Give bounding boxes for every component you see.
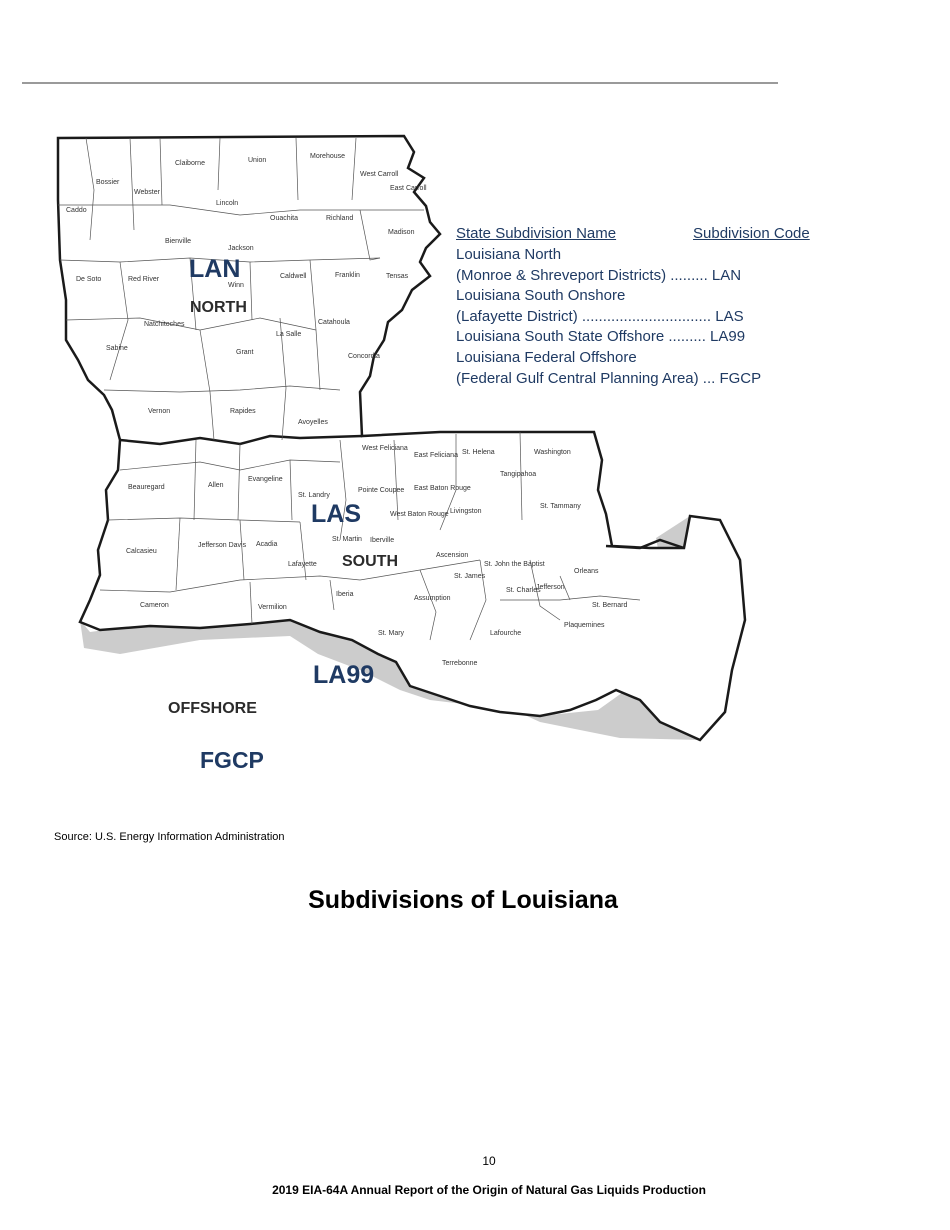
parish-label: Morehouse: [310, 153, 346, 160]
parish-label: Jackson: [228, 245, 254, 252]
parish-label: West Baton Rouge: [390, 511, 449, 518]
parish-label: Pointe Coupee: [358, 487, 405, 494]
legend-row: (Monroe & Shreveport Districts) ......... LAN: [456, 266, 742, 284]
parish-label: Caddo: [66, 207, 87, 214]
parish-label: Ascension: [436, 552, 469, 559]
parish-label: Acadia: [256, 541, 278, 548]
parish-label: Franklin: [335, 272, 360, 279]
parish-label: West Carroll: [360, 171, 399, 178]
parish-label: Calcasieu: [126, 548, 157, 555]
parish-label: Catahoula: [318, 319, 350, 326]
parish-label: Lafayette: [288, 561, 317, 568]
parish-label: Livingston: [450, 508, 482, 515]
parish-label: Caldwell: [280, 273, 307, 280]
parish-label: West Feliciana: [362, 445, 408, 452]
report-footer: 2019 EIA-64A Annual Report of the Origin of Natural Gas Liquids Production: [272, 1183, 706, 1197]
parish-label: Grant: [236, 349, 254, 356]
parish-label: Lafourche: [490, 630, 522, 637]
parish-label: Tensas: [386, 273, 409, 280]
parish-label: Plaquemines: [564, 622, 605, 629]
parish-label: De Soto: [76, 276, 102, 283]
parish-label: St. Bernard: [592, 602, 628, 609]
parish-label: East Feliciana: [414, 452, 458, 459]
parish-label: St. Martin: [332, 536, 362, 543]
legend-header-code: Subdivision Code: [693, 225, 810, 242]
parish-label: Red River: [128, 276, 160, 283]
parish-label: Claiborne: [175, 160, 205, 167]
parish-label: St. Mary: [378, 630, 405, 637]
legend-header-name: State Subdivision Name: [456, 225, 617, 242]
legend-row: (Lafayette District) ............................... LAS: [456, 307, 744, 325]
parish-label: Winn: [228, 282, 244, 289]
legend-header: [456, 224, 836, 245]
code-lan: LAN: [189, 255, 241, 283]
parish-label: Jefferson Davis: [198, 542, 247, 549]
parish-label: St. Tammany: [540, 503, 581, 510]
parish-label: Madison: [388, 229, 415, 236]
parish-label: St. John the Baptist: [484, 561, 545, 568]
subdivision-legend: [456, 224, 836, 389]
parish-label: Union: [248, 157, 267, 164]
source-note: Source: U.S. Energy Information Administration: [54, 831, 285, 843]
parish-label: East Baton Rouge: [414, 485, 471, 492]
figure-title: Subdivisions of Louisiana: [308, 886, 618, 914]
parish-label: Vermilion: [258, 604, 287, 611]
parish-label: Richland: [326, 215, 354, 222]
parish-label: Bossier: [96, 179, 120, 186]
parish-label: Allen: [208, 482, 224, 489]
legend-row: Louisiana Federal Offshore: [456, 348, 637, 366]
region-offshore: OFFSHORE: [168, 700, 257, 717]
parish-label: Orleans: [574, 568, 599, 575]
parish-label: St. James: [454, 573, 486, 580]
parish-label: Washington: [534, 449, 571, 456]
parish-label: Terrebonne: [442, 660, 478, 667]
parish-label: Natchitoches: [144, 321, 185, 328]
parish-label: Concordia: [348, 353, 380, 360]
parish-label: La Salle: [276, 331, 302, 338]
parish-label: Cameron: [140, 602, 169, 609]
region-north: NORTH: [190, 299, 247, 316]
code-fgcp: FGCP: [200, 747, 264, 773]
code-las: LAS: [311, 500, 361, 528]
parish-label: Assumption: [414, 595, 451, 602]
legend-row: Louisiana South Onshore: [456, 287, 626, 305]
parish-label: Iberville: [370, 537, 395, 544]
code-la99: LA99: [313, 661, 375, 689]
parish-label: Webster: [134, 189, 160, 196]
parish-label: Beauregard: [128, 484, 165, 491]
legend-row: Louisiana South State Offshore ......... LA99: [456, 328, 746, 346]
parish-label: Lincoln: [216, 200, 239, 207]
parish-label: Tangipahoa: [500, 471, 537, 478]
parish-label: Bienville: [165, 238, 192, 245]
parish-label: East Carroll: [390, 185, 427, 192]
parish-label: Jefferson: [536, 584, 565, 591]
parish-label: St. Helena: [462, 449, 495, 456]
parish-label: Sabine: [106, 345, 128, 352]
legend-row: (Federal Gulf Central Planning Area) ... FGCP: [456, 369, 762, 387]
page-number: 10: [482, 1154, 496, 1168]
parish-label: Iberia: [336, 591, 354, 598]
parish-label: Vernon: [148, 408, 171, 415]
parish-label: Ouachita: [270, 215, 299, 222]
legend-row: Louisiana North: [456, 246, 562, 263]
parish-label: St. Charles: [506, 587, 541, 594]
region-south: SOUTH: [342, 553, 398, 570]
parish-label: Evangeline: [248, 476, 283, 483]
parish-label: Avoyelles: [298, 419, 328, 426]
parish-label: St. Landry: [298, 492, 330, 499]
parish-label: Rapides: [230, 408, 256, 415]
